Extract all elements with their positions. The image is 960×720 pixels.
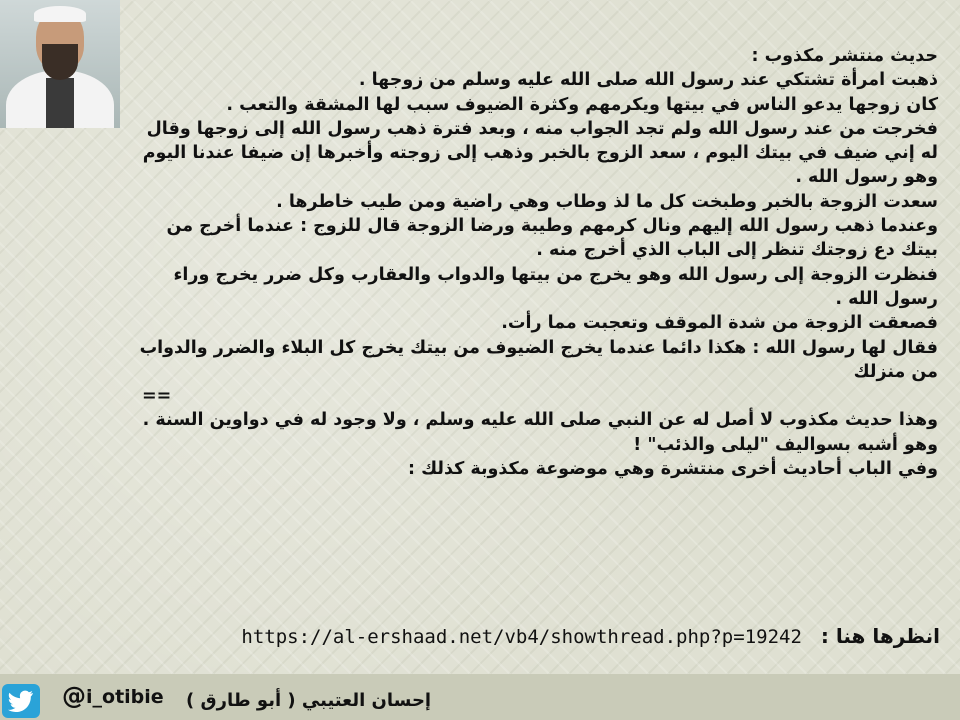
post-line: وفي الباب أحاديث أخرى منتشرة وهي موضوعة مكذوبة كذلك : (408, 459, 938, 480)
post-line: فصعقت الزوجة من شدة الموقف وتعجبت مما رأت. (501, 313, 938, 334)
post-text (138, 44, 938, 481)
author-name: إحسان العتيبي ( أبو طارق ) (186, 690, 432, 711)
footer-bar (0, 674, 960, 720)
post-line: فنظرت الزوجة إلى رسول الله وهو يخرج من بيتها والدواب والعقارب وكل ضرر يخرج وراء رسول الله . (173, 264, 938, 309)
post-line: وهو أشبه بسواليف "ليلى والذئب" ! (633, 434, 938, 455)
link-label: انظرها هنا : (820, 624, 940, 648)
link-line (210, 624, 940, 648)
post-line: وهذا حديث مكذوب لا أصل له عن النبي صلى الله عليه وسلم ، ولا وجود له في دواوين السنة . (142, 410, 938, 431)
post-line: ذهبت امرأة تشتكي عند رسول الله صلى الله عليه وسلم من زوجها . (358, 70, 938, 91)
twitter-handle[interactable]: @i_otibie (62, 682, 164, 710)
post-line: كان زوجها يدعو الناس في بيتها ويكرمهم وكثرة الضيوف سبب لها المشقة والتعب . (226, 94, 938, 115)
post-line: فقال لها رسول الله : هكذا دائما عندما يخرج الضيوف من بيتك يخرج كل البلاء والضرر والدواب من منزلك (139, 337, 938, 382)
post-line: فخرجت من عند رسول الله ولم تجد الجواب منه ، وبعد فترة ذهب رسول الله إلى زوجها وقال له إني ضيف في بيتك اليوم ، سعد الزوج بالخبر وذهب إلى زوجته وأخبرها إن ضيفا عندنا اليوم وهو رسول الله . (142, 118, 938, 188)
twitter-bird-icon[interactable] (2, 684, 40, 718)
separator: == (142, 386, 172, 407)
post-line: وعندما ذهب رسول الله إليهم ونال كرمهم وطيبة ورضا الزوجة قال للزوج : عندما أخرج من بيتك دع زوجتك تنظر إلى الباب الذي أخرج منه . (166, 216, 938, 261)
author-photo (0, 0, 120, 128)
thread-link[interactable]: https://al-ershaad.net/vb4/showthread.php?p=19242 (241, 626, 802, 648)
post-title: حديث منتشر مكذوب : (751, 46, 938, 66)
post-line: سعدت الزوجة بالخبر وطبخت كل ما لذ وطاب وهي راضية ومن طيب خاطرها . (276, 191, 938, 212)
